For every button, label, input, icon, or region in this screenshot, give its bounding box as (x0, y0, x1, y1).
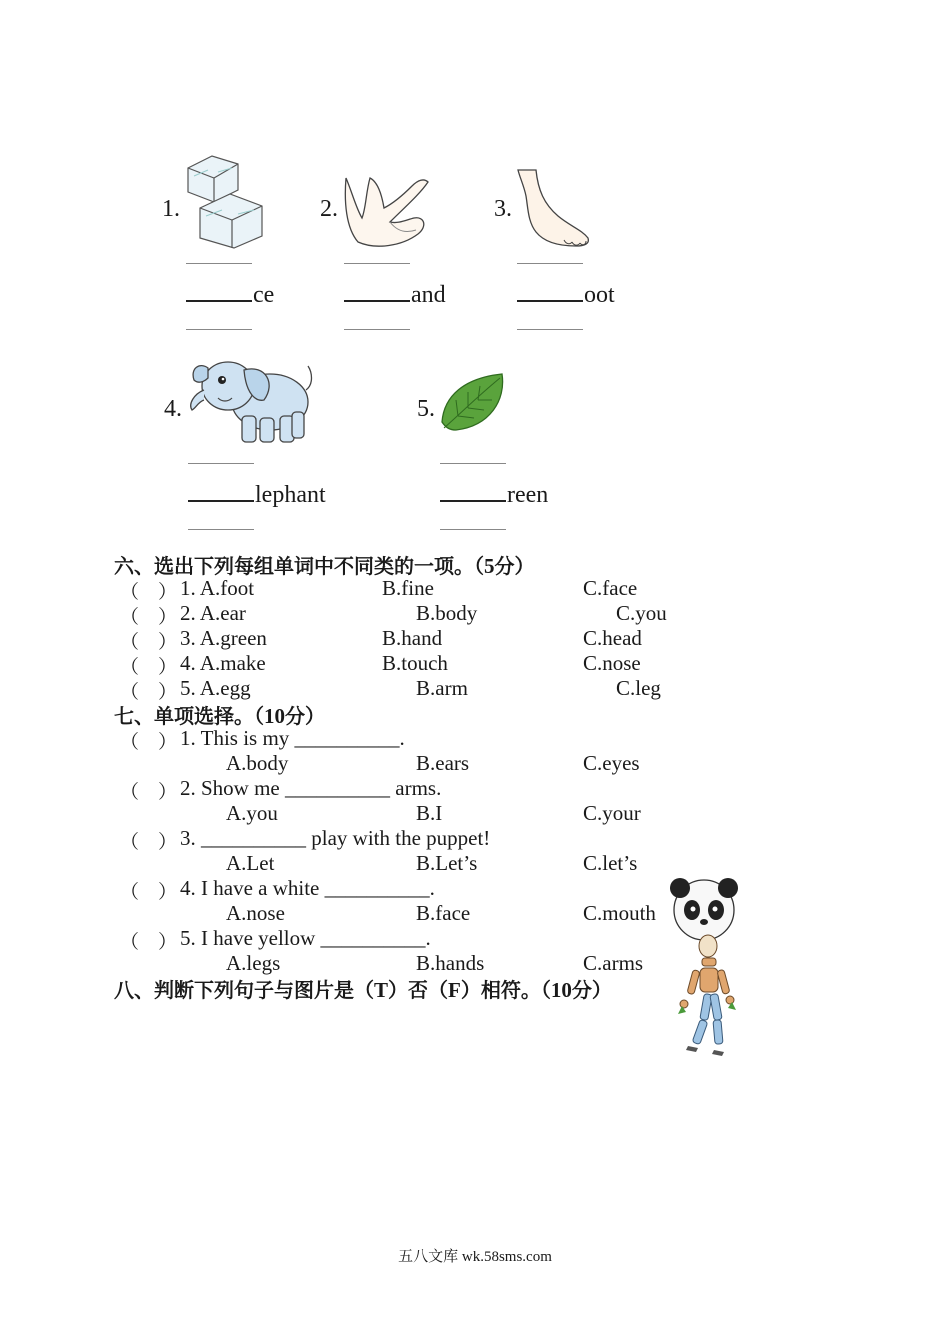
item-number: 3. (494, 196, 512, 222)
question-text: 1. This is my __________. (180, 726, 405, 750)
guide-line (440, 529, 506, 530)
hand-picture (340, 172, 432, 250)
guide-line (517, 263, 583, 264)
answer-paren[interactable]: （ ） (120, 581, 178, 603)
question-text: 3. __________ play with the puppet! (180, 826, 491, 850)
title-end: 分） (571, 978, 612, 1002)
title-text: 八、判断下列句子与图片是（ (114, 978, 374, 1002)
word-suffix: and (411, 282, 446, 308)
question-text: 4. I have a white __________. (180, 876, 435, 900)
points: 5 (484, 554, 495, 578)
option-c: C.head (583, 626, 642, 650)
title-end: 分） (494, 554, 535, 578)
item-number: 5. (417, 396, 435, 422)
option-b: B.hand (382, 626, 443, 650)
answer-paren[interactable]: （ ） (120, 781, 178, 803)
true-mark: T (374, 978, 389, 1002)
letter-blank[interactable] (440, 480, 506, 502)
section-8-title (114, 974, 612, 1003)
option-c: C.let’s (583, 851, 638, 875)
option-a: A.nose (226, 901, 285, 925)
ice-cubes-picture (182, 150, 268, 250)
option-b: B.Let’s (416, 851, 478, 875)
word-blank-1[interactable] (186, 280, 274, 309)
option-a: A.Let (226, 851, 275, 875)
answer-paren[interactable]: （ ） (120, 831, 178, 853)
letter-blank[interactable] (188, 480, 254, 502)
option-c: C.leg (616, 676, 661, 700)
option-b: B.arm (416, 676, 468, 700)
option-c: C.mouth (583, 901, 656, 925)
option-c: C.face (583, 576, 638, 600)
guide-line (188, 463, 254, 464)
word-blank-2[interactable] (344, 280, 446, 309)
foot-picture (514, 168, 594, 250)
points: 10 (264, 704, 285, 728)
question-text: 5. I have yellow __________. (180, 926, 431, 950)
option-c: C.arms (583, 951, 644, 975)
leaf-picture (438, 370, 510, 436)
title-text: 六、选出下列每组单词中不同类的一项。（ (114, 554, 484, 578)
option-b: B.touch (382, 651, 448, 675)
title-end: 分） (285, 704, 325, 728)
word-suffix: reen (507, 482, 549, 508)
panda-puppet-picture (664, 876, 744, 1060)
option-b: B.body (416, 601, 478, 625)
guide-line (186, 329, 252, 330)
option-a: A.legs (226, 951, 281, 975)
option-b: B.fine (382, 576, 434, 600)
option-b: B.I (416, 801, 443, 825)
letter-blank[interactable] (344, 280, 410, 302)
option-c: C.eyes (583, 751, 640, 775)
title-mid: ）否（ (388, 978, 449, 1002)
elephant-picture (184, 350, 320, 450)
item-number: 2. (320, 196, 338, 222)
guide-line (188, 529, 254, 530)
option-b: B.face (416, 901, 471, 925)
answer-paren[interactable]: （ ） (120, 681, 178, 703)
guide-line (344, 329, 410, 330)
answer-paren[interactable]: （ ） (120, 656, 178, 678)
option-a: 3. A.green (180, 626, 267, 650)
option-a: 4. A.make (180, 651, 266, 675)
title-end-a: ）相符。（ (460, 978, 551, 1002)
question-text: 2. Show me __________ arms. (180, 776, 442, 800)
word-blank-5[interactable] (440, 480, 548, 509)
section-6-title (114, 550, 535, 579)
footer-watermark: 五八文库 wk.58sms.com (398, 1249, 552, 1265)
points: 10 (550, 978, 572, 1002)
option-c: C.you (616, 601, 667, 625)
option-a: 5. A.egg (180, 676, 251, 700)
answer-paren[interactable]: （ ） (120, 931, 178, 953)
word-blank-4[interactable] (188, 480, 326, 509)
answer-paren[interactable]: （ ） (120, 881, 178, 903)
answer-paren[interactable]: （ ） (120, 606, 178, 628)
answer-paren[interactable]: （ ） (120, 631, 178, 653)
option-b: B.ears (416, 751, 470, 775)
letter-blank[interactable] (517, 280, 583, 302)
word-suffix: oot (584, 282, 615, 308)
word-suffix: ce (253, 282, 275, 308)
guide-line (517, 329, 583, 330)
section-7-title (114, 700, 325, 729)
item-number: 1. (162, 196, 180, 222)
option-c: C.nose (583, 651, 641, 675)
option-a: 1. A.foot (180, 576, 255, 600)
letter-blank[interactable] (186, 280, 252, 302)
word-suffix: lephant (255, 482, 326, 508)
answer-paren[interactable]: （ ） (120, 731, 178, 753)
option-b: B.hands (416, 951, 485, 975)
title-text: 七、单项选择。（ (114, 704, 264, 728)
option-a: A.body (226, 751, 289, 775)
false-mark: F (448, 978, 461, 1002)
word-blank-3[interactable] (517, 280, 615, 309)
option-a: 2. A.ear (180, 601, 246, 625)
guide-line (186, 263, 252, 264)
item-number: 4. (164, 396, 182, 422)
guide-line (440, 463, 506, 464)
guide-line (344, 263, 410, 264)
option-a: A.you (226, 801, 278, 825)
option-c: C.your (583, 801, 641, 825)
